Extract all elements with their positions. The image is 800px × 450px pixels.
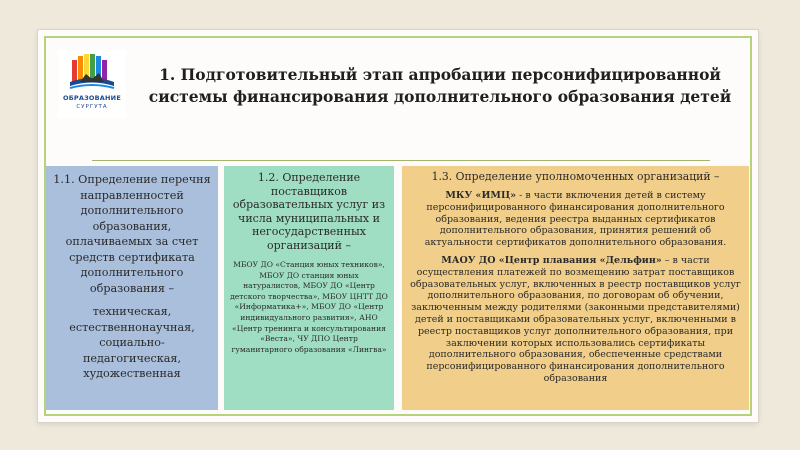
org-1-paragraph xyxy=(410,190,741,249)
org-1-text: - в части включения детей в систему персонифицированного финансирования дополнительного образования, ведения реестра выданных сертификатов дополнительного образования, принятия решений об актуальности сертификатов дополнительного образования. xyxy=(424,190,727,249)
column-1-list: техническая, естественнонаучная, социально-педагогическая, художественная xyxy=(69,305,195,380)
org-2-text: – в части осуществления платежей по возмещению затрат поставщиков образовательных услуг, включенных в реестр поставщиков услуг дополнительного образования, по договорам об обучении, заключенным между родителями (законными представителями) детей и поставщиками образовательных услуг, включенными в реестр поставщиков услуг дополнительного образования, при заключении которых использовались сертификаты дополнительного образования, обеспеченные средствами персонифицированного финансирования дополнительного образования xyxy=(410,254,741,384)
column-2-body: МБОУ ДО «Станция юных техников», МБОУ ДО станция юных натуралистов, МБОУ ДО «Центр детского творчества», МБОУ ЦНТТ ДО «Информатика+», МБОУ ДО «Центр индивидуального развития», АНО «Центр тренинга и консультирования «Веста», ЧУ ДПО Центр гуманитарного образования «Лингва» xyxy=(230,260,388,354)
org-2-name: МАОУ ДО «Центр плавания «Дельфин» xyxy=(441,254,662,266)
org-1-name: МКУ «ИМЦ» xyxy=(445,190,517,201)
logo-city: СУРГУТА xyxy=(76,104,108,110)
column-directions xyxy=(46,166,218,410)
column-2-heading: 1.2. Определение поставщиков образовательных услуг из числа муниципальных и негосударственных организаций – xyxy=(232,171,386,252)
logo-name: ОБРАЗОВАНИЕ xyxy=(63,94,121,102)
org-2-paragraph xyxy=(410,255,741,385)
column-providers xyxy=(224,166,394,410)
title-line-2: системы финансирования дополнительного образования детей xyxy=(148,87,732,106)
logo xyxy=(58,50,126,118)
slide-title xyxy=(140,64,740,108)
column-authorized-orgs xyxy=(402,166,749,410)
column-3-heading: 1.3. Определение уполномоченных организаций – xyxy=(431,170,720,183)
column-1-heading: 1.1. Определение перечня направленностей дополнительного образования, оплачиваемых за счет средств сертификата дополнительного образования – xyxy=(53,173,211,295)
logo-book-icon xyxy=(66,52,118,94)
title-line-1: 1. Подготовительный этап апробации персонифицированной xyxy=(159,65,721,84)
title-divider xyxy=(92,160,710,161)
